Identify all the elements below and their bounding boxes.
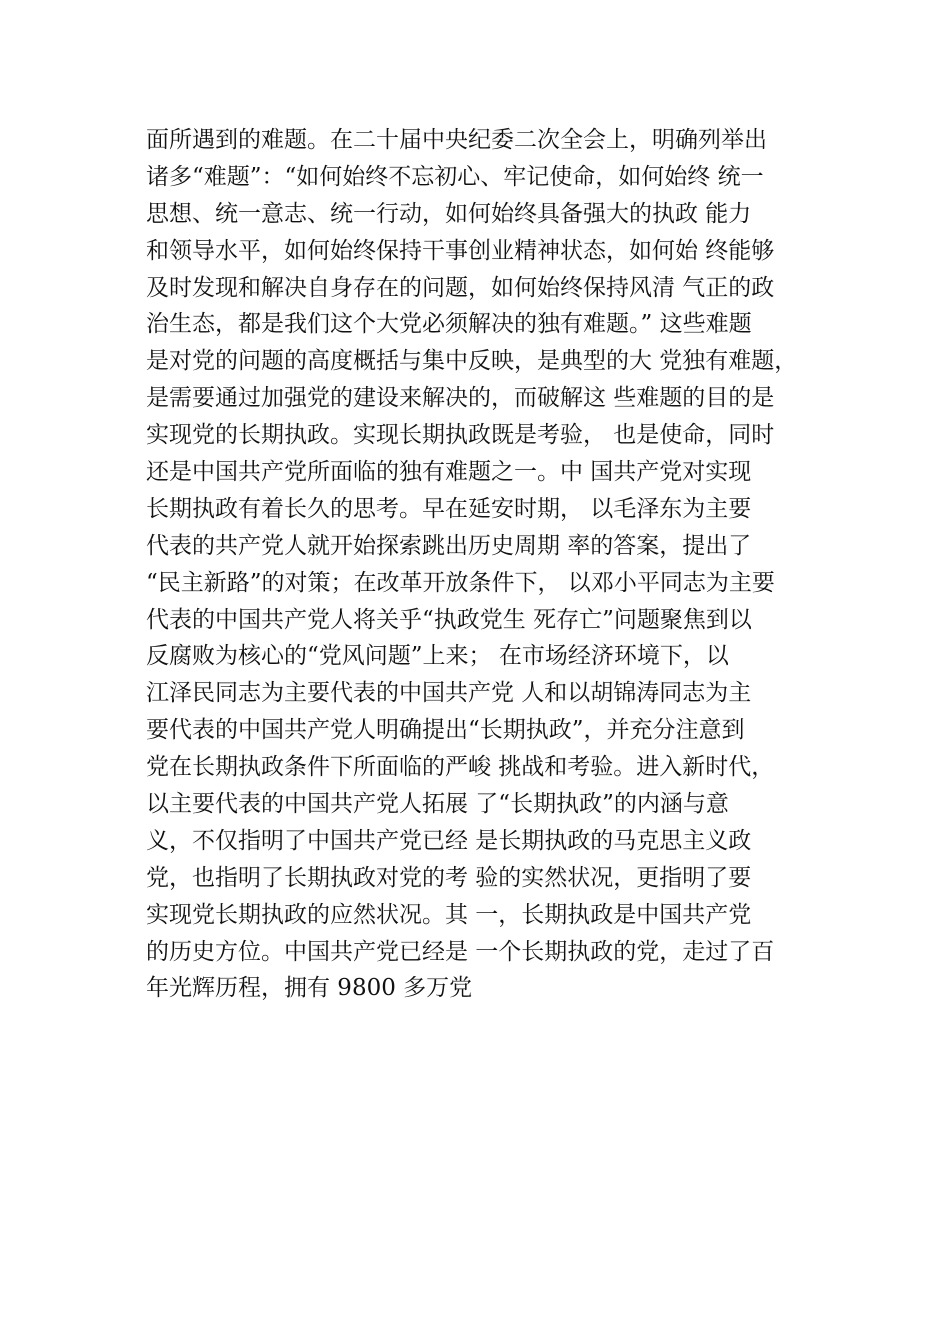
text-line-17: 要代表的中国共产党人明确提出“长期执政”，并充分注意到 <box>146 717 745 744</box>
text-line-14: 代表的中国共产党人将关乎“执政党生 死存亡”问题聚焦到以 <box>146 606 752 633</box>
text-line-5: 及时发现和解决自身存在的问题，如何始终保持风清 气正的政 <box>146 274 775 301</box>
text-line-16: 江泽民同志为主要代表的中国共产党 人和以胡锦涛同志为主 <box>146 680 752 707</box>
text-line-22: 实现党长期执政的应然状况。其 一，长期执政是中国共产党 <box>146 901 752 928</box>
text-line-19: 以主要代表的中国共产党人拓展 了“长期执政”的内涵与意 <box>146 791 729 818</box>
text-line-10: 还是中国共产党所面临的独有难题之一。中 国共产党对实现 <box>146 459 752 486</box>
text-line-20: 义，不仅指明了中国共产党已经 是长期执政的马克思主义政 <box>146 827 752 854</box>
text-line-13: “民主新路”的对策；在改革开放条件下， 以邓小平同志为主要 <box>146 569 775 596</box>
text-line-21: 党，也指明了长期执政对党的考 验的实然状况，更指明了要 <box>146 864 752 891</box>
body-text <box>146 122 846 1007</box>
text-line-11: 长期执政有着长久的思考。早在延安时期， 以毛泽东为主要 <box>146 495 752 522</box>
text-line-1: 面所遇到的难题。在二十届中央纪委二次全会上，明确列举出 <box>146 127 767 153</box>
text-line-9: 实现党的长期执政。实现长期执政既是考验， 也是使命，同时 <box>146 422 775 449</box>
text-line-15: 反腐败为核心的“党风问题”上来； 在市场经济环境下，以 <box>146 643 729 670</box>
text-line-8: 是需要通过加强党的建设来解决的，而破解这 些难题的目的是 <box>146 385 775 412</box>
text-line-6: 治生态，都是我们这个大党必须解决的独有难题。” 这些难题 <box>146 311 752 338</box>
text-line-2: 诸多“难题”：“如何始终不忘初心、牢记使命，如何始终 统一 <box>146 163 764 190</box>
text-line-24: 年光辉历程，拥有 9800 多万党 <box>146 975 473 1002</box>
text-line-4: 和领导水平，如何始终保持干事创业精神状态，如何始 终能够 <box>146 237 775 264</box>
text-line-23: 的历史方位。中国共产党已经是 一个长期执政的党，走过了百 <box>146 938 775 965</box>
text-line-3: 思想、统一意志、统一行动，如何始终具备强大的执政 能力 <box>146 200 752 227</box>
text-line-18: 党在长期执政条件下所面临的严峻 挑战和考验。进入新时代， <box>146 754 775 781</box>
text-line-12: 代表的共产党人就开始探索跳出历史周期 率的答案，提出了 <box>146 532 752 559</box>
text-line-7: 是对党的问题的高度概括与集中反映，是典型的大 党独有难题， <box>146 348 798 375</box>
